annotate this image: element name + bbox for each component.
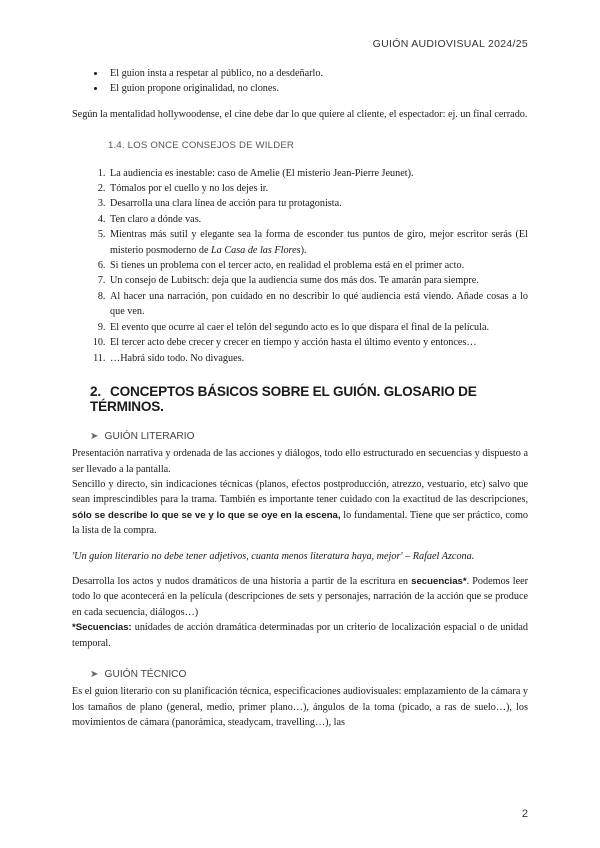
list-item: 4. Ten claro a dónde vas. [108, 212, 528, 227]
paragraph [72, 574, 528, 620]
subsection-heading-literario [90, 429, 528, 444]
arrowhead-icon: ➤ [90, 669, 99, 680]
paragraph [72, 477, 528, 539]
section-number: 2. [90, 383, 101, 399]
subsection-title: GUIÓN LITERARIO [104, 430, 195, 442]
list-item: 7. Un consejo de Lubitsch: deja que la audiencia sume dos más dos. Te amarán para siempre. [108, 273, 528, 288]
item-end: ). [300, 244, 307, 256]
list-item: 11. …Habrá sido todo. No divagues. [108, 351, 528, 366]
emphasis-text: secuencias* [411, 575, 467, 587]
item-italic-title: La Casa de las Flores [211, 244, 301, 256]
list-item: • El guion insta a respetar al público, no a desdeñarlo. [106, 66, 528, 81]
section-heading [90, 384, 528, 415]
intro-paragraph: Según la mentalidad hollywoodense, el cine debe dar lo que quiere al cliente, el espectador: ej. un final cerrado. [72, 108, 528, 120]
list-item: 3. Desarrolla una clara línea de acción para tu protagonista. [108, 196, 528, 211]
list-item: 8. Al hacer una narración, pon cuidado en no describir lo qué audiencia está viendo. Añade cosas a lo que ven. [108, 289, 528, 320]
list-item: 10. El tercer acto debe crecer y crecer en tiempo y acción hasta el último evento y entonces… [108, 335, 528, 350]
subsection-heading-tecnico [90, 667, 528, 682]
wilder-list [72, 166, 528, 366]
list-item [108, 227, 528, 258]
quote: 'Un guion literario no debe tener adjetivos, cuanta menos literatura haya, mejor' – Rafael Azcona. [72, 550, 475, 562]
text-run: lo fundamental. Tiene que ser práctico, como la lista de la compra. [72, 509, 528, 537]
emphasis-text: sólo se describe lo que se ve y lo que se oye en la escena, [72, 509, 341, 521]
bullet-list [72, 66, 528, 97]
page-number: 2 [521, 808, 528, 820]
text-run: . Podemos leer todo lo que acontecerá en la película (descripciones de sets y personajes, narración de la acción que se produce en cada secuencia, diálogos…) [72, 575, 528, 618]
list-item: 2. Tómalos por el cuello y no los dejes ir. [108, 181, 528, 196]
list-item: 9. El evento que ocurre al caer el telón del segundo acto es lo que dispara el final de la película. [108, 320, 528, 335]
list-item: 6. Si tienes un problema con el tercer acto, en realidad el problema está en el primer acto. [108, 258, 528, 273]
paragraph: Es el guion literario con su planificación técnica, especificaciones audiovisuales: emplazamiento de la cámara y los tamaños de plano (general, medio, primer plano…), ángulos de la toma (picado, a ras de suelo…), los movimientos de cámara (panorámica, steadycam, travelling…), las [72, 686, 528, 729]
wilder-heading: 1.4. LOS ONCE CONSEJOS DE WILDER [108, 140, 295, 152]
section-title: CONCEPTOS BÁSICOS SOBRE EL GUIÓN. GLOSARIO DE TÉRMINOS. [90, 383, 477, 415]
arrowhead-icon: ➤ [90, 430, 99, 442]
text-run: Sencillo y directo, sin indicaciones técnicas (planos, efectos postproducción, atrezzo, vestuario, etc) salvo que sean imprescindibles para la trama. También es importante tener cuidado con la exactitud de las descripciones, [72, 478, 528, 506]
paragraph [72, 620, 528, 651]
list-item: 1. La audiencia es inestable: caso de Amelie (El misterio Jean-Pierre Jeunet). [108, 166, 528, 181]
emphasis-text: *Secuencias: [72, 622, 132, 634]
subsection-title: GUIÓN TÉCNICO [104, 669, 187, 680]
spacer [72, 651, 528, 661]
list-item: • El guion propone originalidad, no clones. [106, 81, 528, 96]
text-run: Desarrolla los actos y nudos dramáticos de una historia a partir de la escritura en [72, 575, 412, 587]
running-header: GUIÓN AUDIOVISUAL 2024/25 [372, 38, 528, 50]
page-body [72, 66, 528, 731]
item-text: Mientras más sutil y elegante sea la forma de esconder tus puntos de giro, mejor escritor serás (El misterio posmoderno de [110, 229, 528, 256]
paragraph: Presentación narrativa y ordenada de las acciones y diálogos, todo ello estructurado en secuencias y dispuesto a ser llevado a la pantalla. [72, 448, 528, 475]
text-run: unidades de acción dramática determinadas por un criterio de localización espacial o de unidad temporal. [72, 622, 528, 649]
